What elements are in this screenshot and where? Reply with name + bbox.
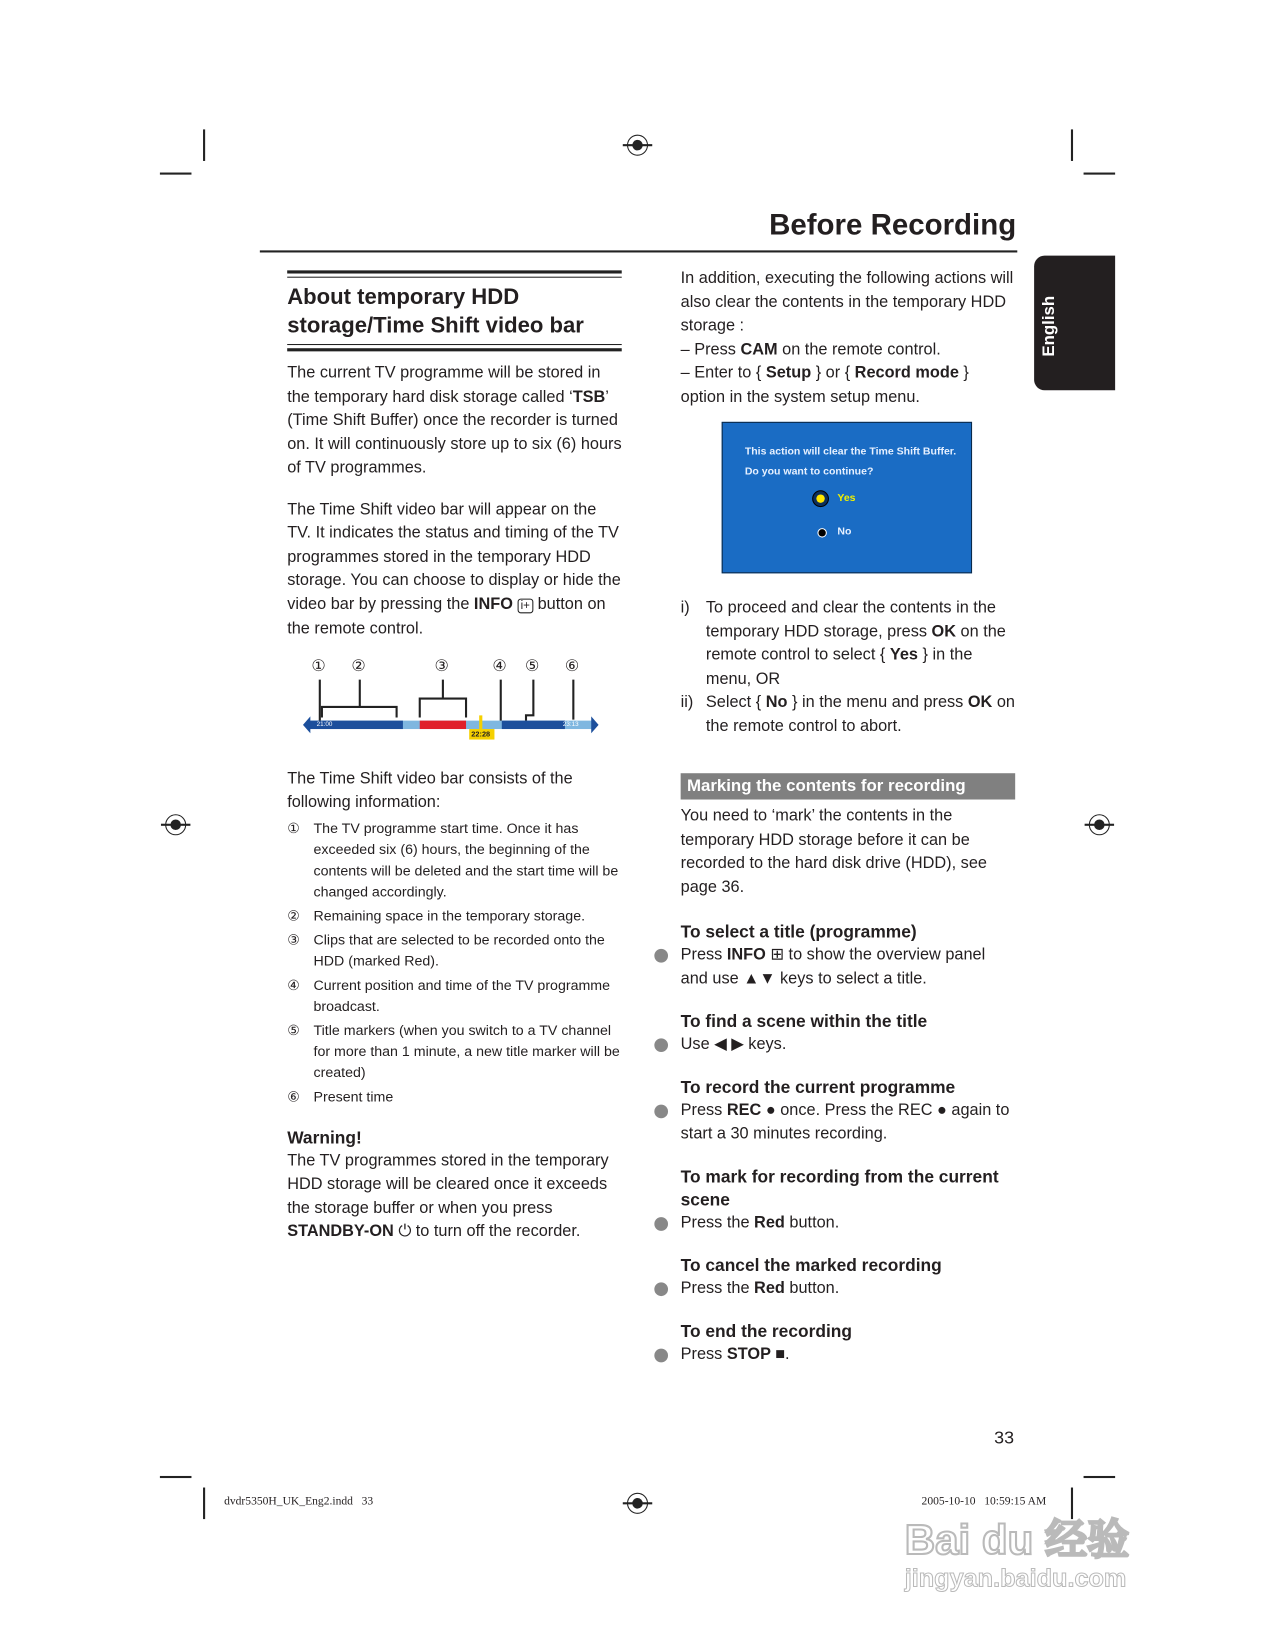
marker-2: ② [351,656,366,675]
registration-mark-icon [627,135,648,156]
registration-mark-icon [1089,814,1110,835]
section-title: About temporary HDD storage/Time Shift video bar [287,285,584,338]
instruction-find-scene: To find a scene within the title Use ◀ ▶ keys. [681,1010,1016,1057]
radio-no[interactable] [817,528,826,537]
instruction-end-recording: To end the recording Press STOP ■. [681,1320,1016,1367]
start-time: 21:00 [316,721,333,728]
crop-mark [1071,129,1073,161]
crop-mark [1084,1476,1116,1478]
bullet-icon [654,1038,668,1052]
instruction-sections [681,921,1016,1367]
print-timestamp: 2005-10-10 10:59:15 AM [921,1494,1047,1508]
dash-item-cam: – Press CAM on the remote control. [680,340,941,359]
marker-6: ⑥ [564,656,580,675]
option-no[interactable]: No [837,526,852,538]
language-tab-label: English [1040,295,1059,357]
dash-item-setup: – Enter to { Setup } or { Record mode } option in the system setup menu. [680,363,969,406]
left-column [287,270,622,1244]
baidu-watermark: Bai du 经验 jingyan.baidu.com [904,1516,1130,1593]
list-item: ② Remaining space in the temporary storage. [287,907,586,924]
page-title: Before Recording [769,208,1017,241]
instruction-select-title: To select a title (programme) Press INFO ⊞ to show the overview panel and use ▲▼ keys to select a title. [681,921,1016,991]
crop-mark [160,1476,192,1478]
file-name: dvdr5350H_UK_Eng2.indd 33 [224,1494,374,1508]
instruction-mark-recording: To mark for recording from the current scene Press the Red button. [681,1165,1016,1235]
paragraph-bar-info: The Time Shift video bar consists of the following information: [287,769,573,812]
dialog-message: This action will clear the Time Shift Buffer. [744,446,957,458]
marker-4: ④ [492,656,507,675]
marker-3: ③ [434,656,449,675]
warning-title: Warning! [287,1128,362,1148]
info-list [287,818,622,1107]
registration-mark-icon [627,1493,648,1514]
present-time: 23:13 [562,721,579,728]
paragraph-video-bar: The Time Shift video bar will appear on the TV. It indicates the status and timing of the TV programmes stored in the temporary HDD storage. You can choose to display or hide the video bar by pressing the INFO i+ button on the remote control. [287,500,621,638]
list-item: ③ Clips that are selected to be recorded onto the HDD (marked Red). [287,931,605,969]
bullet-icon [654,1282,668,1296]
instruction-cancel-marked: To cancel the marked recording Press the Red button. [681,1254,1016,1301]
instruction-record-current: To record the current programme Press REC ● once. Press the REC ● again to start a 30 minutes recording. [681,1076,1016,1146]
time-shift-bar-diagram [300,656,616,751]
language-tab [1034,256,1115,391]
title-rule [287,270,622,277]
crop-mark [1084,173,1116,175]
list-item: ⑥ Present time [287,1088,394,1105]
radio-yes-selected[interactable] [812,490,829,507]
bullet-icon [654,949,668,963]
crop-mark [160,173,192,175]
clear-buffer-dialog [722,422,972,573]
registration-mark-icon [165,814,186,835]
marking-text: You need to ‘mark’ the contents in the temporary HDD storage before it can be recorded to the hard disk drive (HDD), see page 36. [680,806,987,896]
info-button-icon: i+ [517,598,533,613]
paragraph-tsb: The current TV programme will be stored in the temporary hard disk storage called ‘TSB’ (Time Shift Buffer) once the recorder is turned on. It will continuously store up to six (6) hours of TV programmes. [287,363,622,477]
bullet-icon [654,1104,668,1118]
step-abort: ii) Select { No } in the menu and press OK on the remote control to abort. [680,693,1015,735]
crop-mark [203,129,205,161]
warning-text: The TV programmes stored in the temporary HDD storage will be cleared once it exceeds the storage buffer or when you press STANDBY-ON ⏻ to turn off the recorder. [287,1151,609,1241]
step-proceed: i) To proceed and clear the contents in the temporary HDD storage, press OK on the remote control to select { Yes } in the menu, OR [680,598,1006,688]
header-rule [260,250,1017,252]
bullet-icon [654,1348,668,1362]
crop-mark [203,1488,205,1520]
bullet-icon [654,1217,668,1231]
list-item: ④ Current position and time of the TV programme broadcast. [287,976,611,1014]
right-column [681,267,1018,1385]
list-item: ① The TV programme start time. Once it has exceeded six (6) hours, the beginning of the contents will be deleted and the start time will be changed accordingly. [287,820,619,899]
title-rule [287,344,622,351]
current-time: 22:28 [471,730,491,738]
crop-mark [1071,1488,1073,1520]
marker-5: ⑤ [524,656,540,675]
option-yes[interactable]: Yes [837,492,856,504]
dialog-question: Do you want to continue? [744,466,874,478]
intro-text: In addition, executing the following actions will also clear the contents in the temporary HDD storage : [680,269,1014,335]
page-number: 33 [994,1427,1015,1448]
marker-1: ① [311,656,326,675]
marking-section-header: Marking the contents for recording [681,773,1016,799]
list-item: ⑤ Title markers (when you switch to a TV channel for more than 1 minute, a new title marker will be created) [287,1022,620,1080]
